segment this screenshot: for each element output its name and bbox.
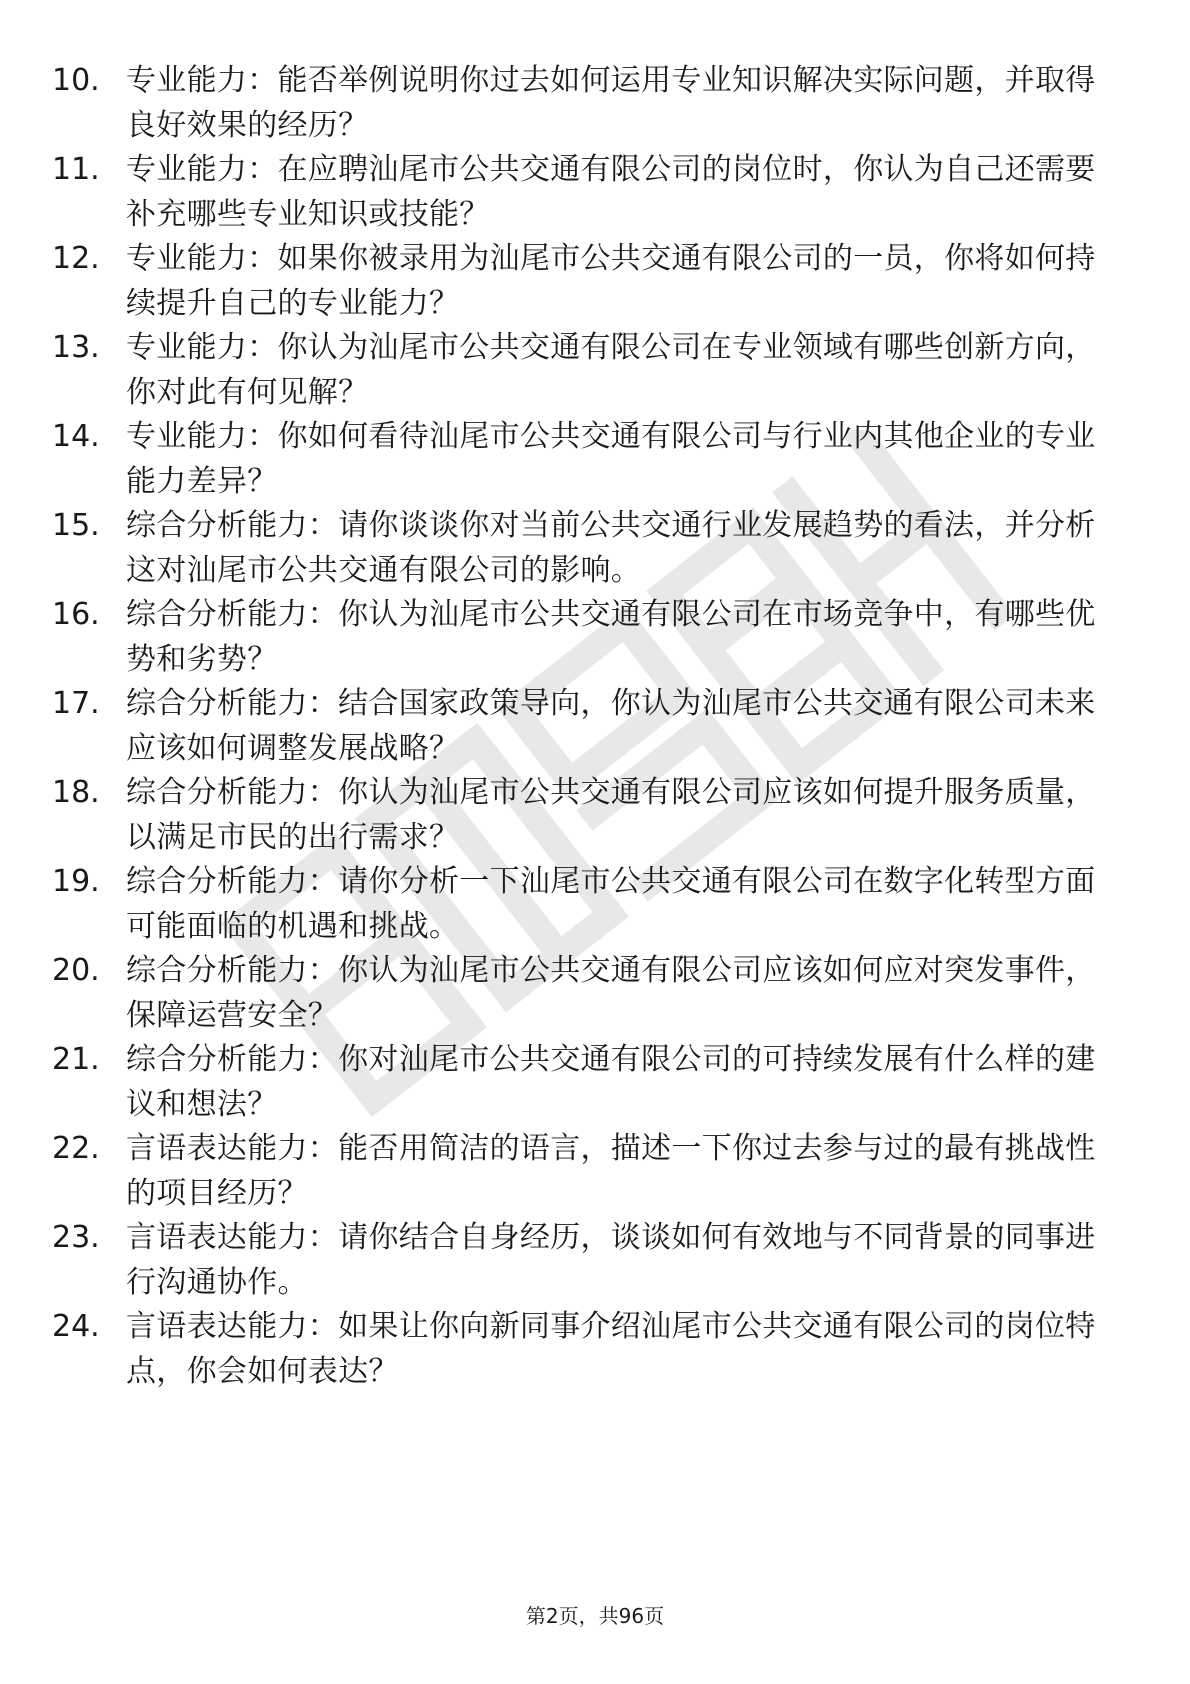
question-text: 综合分析能力：你认为汕尾市公共交通有限公司在市场竞争中，有哪些优势和劣势？ — [126, 597, 1096, 677]
question-item — [0, 1037, 1190, 1133]
question-number: 15. — [52, 508, 100, 543]
question-number: 19. — [52, 864, 100, 899]
question-item — [0, 770, 1190, 866]
question-text: 专业能力：能否举例说明你过去如何运用专业知识解决实际问题，并取得良好效果的经历？ — [126, 63, 1096, 143]
question-item — [0, 325, 1190, 421]
question-text: 综合分析能力：你认为汕尾市公共交通有限公司应该如何应对突发事件，保障运营安全？ — [126, 953, 1096, 1033]
question-text: 综合分析能力：你对汕尾市公共交通有限公司的可持续发展有什么样的建议和想法？ — [126, 1042, 1096, 1122]
question-item — [0, 414, 1190, 510]
question-number: 17. — [52, 686, 100, 721]
question-number: 10. — [52, 63, 100, 98]
question-text: 言语表达能力：请你结合自身经历，谈谈如何有效地与不同背景的同事进行沟通协作。 — [126, 1220, 1096, 1300]
question-item — [0, 236, 1190, 332]
question-text: 专业能力：你认为汕尾市公共交通有限公司在专业领域有哪些创新方向，你对此有何见解？ — [126, 330, 1096, 410]
question-number: 18. — [52, 775, 100, 810]
question-number: 11. — [52, 152, 100, 187]
question-item — [0, 1215, 1190, 1311]
question-number: 24. — [52, 1309, 100, 1344]
question-number: 14. — [52, 419, 100, 454]
question-text: 专业能力：你如何看待汕尾市公共交通有限公司与行业内其他企业的专业能力差异？ — [126, 419, 1096, 499]
question-text: 综合分析能力：结合国家政策导向，你认为汕尾市公共交通有限公司未来应该如何调整发展战略？ — [126, 686, 1096, 766]
question-item — [0, 147, 1190, 243]
question-item — [0, 681, 1190, 777]
question-number: 22. — [52, 1131, 100, 1166]
question-text: 专业能力：在应聘汕尾市公共交通有限公司的岗位时，你认为自己还需要补充哪些专业知识或技能？ — [126, 152, 1096, 232]
question-text: 言语表达能力：能否用简洁的语言，描述一下你过去参与过的最有挑战性的项目经历？ — [126, 1131, 1096, 1211]
question-item — [0, 859, 1190, 955]
question-item — [0, 503, 1190, 599]
question-item — [0, 948, 1190, 1044]
question-number: 16. — [52, 597, 100, 632]
question-item — [0, 1304, 1190, 1400]
question-item — [0, 58, 1190, 154]
question-number: 23. — [52, 1220, 100, 1255]
question-number: 12. — [52, 241, 100, 276]
question-item — [0, 592, 1190, 688]
question-number: 13. — [52, 330, 100, 365]
question-text: 专业能力：如果你被录用为汕尾市公共交通有限公司的一员，你将如何持续提升自己的专业能力？ — [126, 241, 1096, 321]
question-text: 综合分析能力：请你分析一下汕尾市公共交通有限公司在数字化转型方面可能面临的机遇和挑战。 — [126, 864, 1096, 944]
question-text: 言语表达能力：如果让你向新同事介绍汕尾市公共交通有限公司的岗位特点，你会如何表达？ — [126, 1309, 1096, 1389]
page-footer: 第2页，共96页 — [525, 1604, 665, 1628]
question-text: 综合分析能力：你认为汕尾市公共交通有限公司应该如何提升服务质量，以满足市民的出行需求？ — [126, 775, 1096, 855]
question-item — [0, 1126, 1190, 1222]
question-text: 综合分析能力：请你谈谈你对当前公共交通行业发展趋势的看法，并分析这对汕尾市公共交通有限公司的影响。 — [126, 508, 1096, 588]
question-number: 20. — [52, 953, 100, 988]
question-number: 21. — [52, 1042, 100, 1077]
